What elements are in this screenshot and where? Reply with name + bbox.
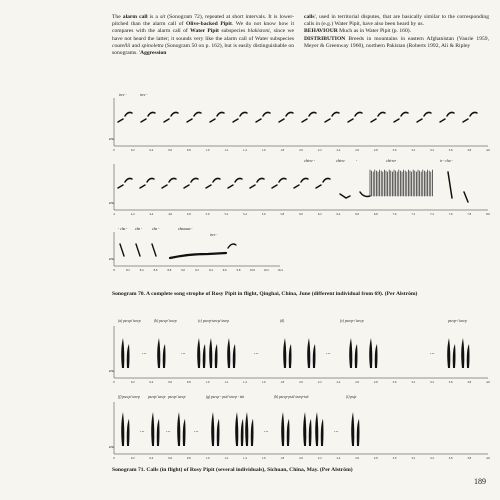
sono70-r3-tree [228,244,236,248]
sono70-r3-chaaaaa [170,253,226,258]
sono70-r1-tick-7: 1.4 [243,148,247,152]
sono70-r2-note-3 [184,178,198,188]
sono70-r2-tick-4: 4.8 [186,212,191,216]
sono70-row2-ylabel: kHz [109,201,114,205]
sono70-r1-note-1 [141,112,155,122]
sono71-r1-tick-5: 1.0 [205,380,210,384]
sono70-r2-note-8 [294,178,308,188]
sono71-r1-call-0-b [127,344,130,368]
sono71-r2-call-1-b [157,419,160,446]
sono70-r2-chiree-note [340,194,350,198]
sono71-ellipsis-6: ... [140,428,145,434]
sono71-r2-call-3 [211,412,214,446]
sono71-row2-ticks [113,456,490,460]
sono70-row3 [109,227,283,272]
sono71-r1-call-9-b [453,344,456,368]
sono70-r3-tick-8: 9.6 [222,268,227,272]
sono70-r2-tick-18: 7.6 [448,212,453,216]
sono70-r1-note-9 [325,112,339,122]
sono70-row3-ticks [113,268,283,272]
sono71-r2-tick-8: 1.6 [261,456,266,460]
sono71-r2-tick-17: 3.4 [430,456,434,460]
sono70-r3-cha-1 [136,244,140,256]
sono71-r2-tick-5: 1.0 [205,456,210,460]
sono70-r1-tick-16: 3.2 [411,148,416,152]
sono70-r1-note-5 [233,112,247,122]
sono71-r2-call-8-b [321,419,324,446]
sono70-r2-tick-20: 8.0 [486,212,490,216]
sono70-r2-note-9 [316,178,330,188]
sono70-r3-tick-1: 8.2 [125,268,130,272]
sono70-r1-tick-20: 4.0 [486,148,490,152]
sono71-r2-call-4 [235,412,238,446]
sono71-r1-call-5 [283,338,286,368]
sono70-r1-tick-3: 0.6 [168,148,172,152]
sono71-label-h: (h) psecp-psit/ tzeep-tsit [274,395,309,399]
sono70-row3-label-2: cha - [135,227,143,231]
sono71-label-c: (c) psecp-tzeep/ tzeep [198,319,229,323]
sono71-r2-tick-1: 0.2 [130,456,135,460]
sono70-r3-tick-5: 9.0 [181,268,186,272]
sono71-label-f3: psecp/ tzeep [168,395,186,399]
sono71-r2-tick-12: 2.4 [336,456,341,460]
sono71-ellipsis-1: ... [142,350,147,356]
sono71-r1-call-3 [209,338,212,368]
sono70-r2-tick-14: 6.8 [373,212,378,216]
sono70-r2-note-0 [118,178,132,188]
sono70-r2-note-7 [272,178,286,188]
sono70-r2-note-6 [250,178,264,188]
left-text-column [112,14,294,57]
sono71-ellipsis-9: ... [264,428,269,434]
sono70-r2-tick-7: 5.4 [243,212,247,216]
sono70-r1-tick-14: 2.8 [373,148,378,152]
sonogram-71-svg [108,316,493,462]
sono71-r1-tick-6: 1.2 [224,380,229,384]
sono70-r3-cha-2 [152,244,156,256]
sono70-row2-label-4: chirrer [386,159,397,163]
sono70-r1-note-3 [187,112,201,122]
sono70-row1-ticks [113,148,490,152]
sono71-r1-tick-17: 3.4 [430,380,434,384]
sono71-label-e2: psecp-/ tzeep [448,319,467,323]
sono70-r2-note-2 [162,178,176,188]
sono71-r2-call-0 [121,412,124,446]
sono70-r1-note-0 [118,112,132,122]
sono70-r2-note-5 [228,178,242,188]
sono71-r1-tick-12: 2.4 [336,380,341,384]
sonogram-71 [108,316,493,462]
sono71-r1-tick-16: 3.2 [411,380,416,384]
sono71-r1-tick-13: 2.6 [355,380,359,384]
sono71-r1-call-6 [307,338,310,368]
sono70-r1-note-7 [279,112,293,122]
sono71-r2-call-2-b [183,419,186,446]
sono71-row1-ticks [113,380,490,384]
sono71-r1-call-2 [197,338,200,368]
sono70-r3-tick-10: 10.0 [249,268,255,272]
sono71-r1-call-1 [157,338,160,368]
sono70-r3-tick-11: 10.2 [263,268,269,272]
sono71-r1-tick-2: 0.4 [149,380,154,384]
sono70-r1-tick-0: 0 [113,148,115,152]
sono71-label-d: (d) [280,319,285,323]
sono70-r2-tick-9: 5.8 [280,212,285,216]
sono71-r2-call-8 [315,412,318,446]
sono71-r1-call-8 [369,338,372,368]
sono70-row3-label-5: tree - [210,233,218,237]
behaviour-paragraph: BEHAVIOUR Much as in Water Pipit (p. 160). [304,28,412,35]
sono71-r1-call-10 [461,338,464,368]
sono70-r2-tick-17: 7.4 [430,212,434,216]
sono70-r1-tick-11: 2.2 [317,148,322,152]
sono71-r2-tick-13: 2.6 [355,456,359,460]
sono71-r1-tick-14: 2.8 [373,380,378,384]
sono71-r1-tick-4: 0.8 [186,380,191,384]
sono71-r1-call-9 [447,338,450,368]
sono71-r1-call-7 [349,338,352,368]
sono70-r1-tick-5: 1.0 [205,148,210,152]
sono70-r1-tick-13: 2.6 [355,148,359,152]
sono71-r2-tick-0: 0 [113,456,115,460]
sono70-r1-tick-17: 3.4 [430,148,434,152]
sono70-r1-tick-15: 3.0 [392,148,397,152]
sono71-label-f: (f) psecp/ tzeep [118,395,140,399]
sono70-r3-cha-0 [120,244,124,256]
sono70-r1-note-8 [302,112,316,122]
sono70-r2-chirrer-block [370,170,432,196]
sono70-r3-tick-3: 8.6 [153,268,158,272]
sono70-r2-tick-11: 6.2 [317,212,322,216]
sono70-r2-tick-19: 7.8 [467,212,472,216]
sono70-r1-tick-8: 1.6 [261,148,266,152]
sono70-r1-note-11 [371,112,385,122]
sono71-r1-call-7-b [355,344,358,368]
sono71-r1-call-8-b [375,344,378,368]
sono71-r2-tick-14: 2.8 [373,456,378,460]
sono71-label-g: (g) psecp - psit/ tzeep - tsit [206,395,245,399]
sono71-r2-call-9-b [357,419,360,446]
sono71-r1-call-0 [121,338,124,368]
sono70-row3-label-3: cha - [152,227,160,231]
sono71-r1-call-4 [227,338,230,368]
sono71-r2-call-6 [281,412,284,446]
sono70-r1-tick-6: 1.2 [224,148,229,152]
sono70-r2-tick-3: 4.6 [168,212,172,216]
sono71-r1-tick-19: 3.8 [467,380,472,384]
sono71-ellipsis-2: ... [181,350,186,356]
sono71-r2-tick-9: 1.8 [280,456,285,460]
sono70-r2-note-1 [140,178,154,188]
sono71-label-e: (e) psecp-/ tzeep [340,319,364,323]
sonogram-71-caption: Sonogram 71. Calls (in flight) of Rosy Pipit (several individuals), Sichuan, China, May. (Per Alström) [112,467,353,473]
sono70-r1-note-2 [164,112,178,122]
sono71-row2-ylabel: kHz [109,445,114,449]
sono70-r2-tick-13: 6.6 [355,212,359,216]
alarm-call-paragraph: The alarm call is a sit (Sonogram 72), repeated at short intervals. It is lower-pitched than the alarm call of Olive-backed Pipit. We do not know how it compares with the alarm call of Water Pipit subspecies blakistoni, since we have not heard the latter; it sounds very like the alarm call of Water subspecies coutellii and spinoletta (Sonogram 50 on p. 162), but is easily distinguishable on sonograms. 'Aggression [112,14,294,57]
sono71-r2-tick-16: 3.2 [411,456,416,460]
sono71-r1-call-1-b [163,344,166,368]
sono71-r2-tick-4: 0.8 [186,456,191,460]
sono71-r1-tick-9: 1.8 [280,380,285,384]
sono70-r1-note-4 [210,112,224,122]
sono70-r2-tick-15: 7.0 [392,212,397,216]
sono70-r1-tick-19: 3.8 [467,148,472,152]
sono71-r2-call-6-b [287,419,290,446]
sono71-r1-tick-3: 0.6 [168,380,172,384]
sono70-r2-cha-note-2 [464,192,468,202]
sono70-r1-note-12 [394,112,408,122]
sono71-r2-tick-15: 3.0 [392,456,397,460]
sono70-row3-ylabel: kHz [109,257,114,261]
sono71-row1 [109,319,490,384]
sono70-row2 [109,159,490,216]
sono71-r2-call-7-b [309,419,312,446]
sono71-r1-tick-20: 4.0 [486,380,490,384]
sono70-r1-tick-12: 2.4 [336,148,341,152]
sono71-r1-tick-7: 1.4 [243,380,247,384]
sono70-row1-label-2: tree - [140,93,148,97]
sono70-r1-note-14 [440,112,454,122]
distribution-paragraph: DISTRIBUTION Breeds in mountains in eastern Afghanistan (Vaurie 1959, Meyer & Greenway 1960), northern Pakistan (Roberts 1992, Ali & Ripley [304,35,489,49]
sono71-label-a-1: (a) psecp/ tzeep [118,319,141,323]
sono71-r1-tick-15: 3.0 [392,380,397,384]
sono71-ellipsis-3: ... [254,350,259,356]
sono71-ellipsis-5: ... [430,350,435,356]
sono70-r2-tick-1: 4.2 [130,212,135,216]
sono71-r1-tick-10: 2.0 [299,380,303,384]
sono71-row1-ylabel: kHz [109,369,114,373]
sono71-r2-tick-18: 3.6 [448,456,453,460]
sono70-row1-ylabel: kHz [109,137,114,141]
sono71-r2-tick-2: 0.4 [149,456,154,460]
sono70-r1-note-15 [463,112,477,122]
sono71-r2-call-4-b [241,419,244,446]
sono71-label-i: (i) psip [346,395,357,399]
sono71-r1-tick-1: 0.2 [130,380,135,384]
sono70-row3-label-1: - cha - [118,227,128,231]
sono70-r3-tick-6: 9.2 [195,268,199,272]
sono70-r1-tick-1: 0.2 [130,148,135,152]
sono71-r1-call-4-b [233,344,236,368]
sono71-r2-tick-6: 1.2 [224,456,229,460]
sono70-r3-tick-9: 9.8 [236,268,241,272]
sono71-r1-tick-0: 0 [113,380,115,384]
sono71-ellipsis-8: ... [194,428,199,434]
sono70-row3-label-4: chaaaaa - [178,227,193,231]
sono71-r1-tick-11: 2.2 [317,380,322,384]
sonogram-70-svg [108,88,493,273]
sonogram-70 [108,88,493,273]
sono71-r1-tick-8: 1.6 [261,380,266,384]
sono70-row2-label-3: - [356,159,358,163]
sono71-r1-call-6-b [313,344,316,368]
sono70-r2-tick-6: 5.2 [224,212,229,216]
sono71-r2-call-0-b [127,419,130,446]
sono71-r2-call-3-b [217,419,220,446]
sono71-ellipsis-7: ... [166,428,171,434]
sono70-r3-tick-4: 8.8 [167,268,172,272]
sono71-r2-call-7 [303,412,306,446]
sono71-r1-call-3-b [215,344,218,368]
sono70-r3-tick-12: 10.4 [277,268,283,272]
sono70-r1-tick-4: 0.8 [186,148,191,152]
sono70-r3-tick-7: 9.4 [208,268,213,272]
sono71-r1-call-2-b [203,344,206,368]
sono70-r1-tick-2: 0.4 [149,148,154,152]
sono70-r2-tick-16: 7.2 [411,212,416,216]
sonogram-70-caption: Sonogram 70. A complete song strophe of Rosy Pipit in flight, Qinghai, China, June (different individual from 69). (Per Alström) [112,291,418,297]
sono70-row1 [109,93,490,152]
sono71-r2-call-5-b [251,419,254,446]
sono71-r2-tick-19: 3.8 [467,456,472,460]
sono70-r1-tick-18: 3.6 [448,148,453,152]
sono70-r1-note-6 [256,112,270,122]
sono70-r2-tick-5: 5.0 [205,212,210,216]
sono70-row2-label-1: chiree - [304,159,315,163]
sono71-ellipsis-10: ... [334,428,339,434]
sono70-r2-tick-12: 6.4 [336,212,341,216]
sono70-r2-tick-8: 5.6 [261,212,266,216]
sono70-r2-cha-note [448,172,452,198]
sono71-ellipsis-4: ... [326,350,331,356]
sono70-r2-tick-0: 4 [113,212,115,216]
sono70-r3-tick-2: 8.4 [139,268,144,272]
sono71-r1-call-5-b [289,344,292,368]
sono70-row1-label-1: tree - [119,93,127,97]
sono70-r2-trill-start [360,192,370,197]
sono70-r1-note-13 [417,112,431,122]
sono71-r2-tick-20: 4.0 [486,456,490,460]
sono71-r2-tick-7: 1.4 [243,456,247,460]
sono70-r1-tick-9: 1.8 [280,148,285,152]
sono70-r3-tick-0: 8 [113,268,115,272]
sono71-r2-call-2 [177,412,180,446]
sono71-label-f2: psecp/ tzeep [148,395,166,399]
sono70-row2-label-5: tr - cha - [440,159,453,163]
sono70-r2-note-4 [206,178,220,188]
sono71-row2 [109,395,490,460]
sono71-r2-call-9 [351,412,354,446]
sono71-r2-call-5 [245,412,248,446]
sono71-r2-call-1 [151,412,154,446]
sono70-row2-label-2: chiree [336,159,345,163]
sono71-r2-tick-3: 0.6 [168,456,172,460]
sono70-r1-tick-10: 2.0 [299,148,303,152]
sono71-r2-tick-10: 2.0 [299,456,303,460]
right-text-column [304,14,489,50]
sono71-r2-tick-11: 2.2 [317,456,322,460]
sono70-r2-tick-2: 4.4 [149,212,154,216]
sono71-r1-tick-18: 3.6 [448,380,453,384]
aggression-paragraph: calls', used in territorial disputes, that are basically similar to the corresponding calls in (e.g.) Water Pipit, have also been heard by us. [304,14,489,28]
sono70-row2-ticks [113,212,490,216]
sono70-r2-tick-10: 6.0 [299,212,303,216]
sono70-r1-note-10 [348,112,362,122]
sono71-r1-call-10-b [467,344,470,368]
page-number: 189 [474,477,486,486]
sono71-label-b: (b) psecp/ tzeep [154,319,177,323]
